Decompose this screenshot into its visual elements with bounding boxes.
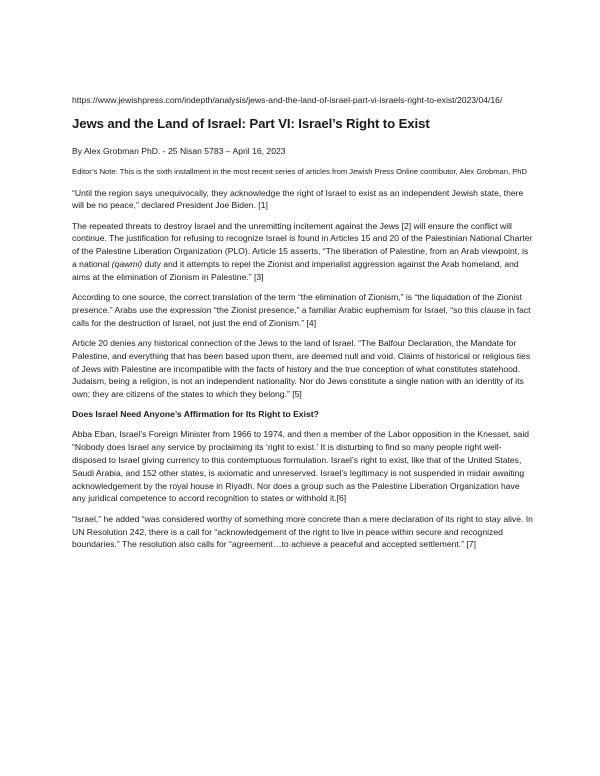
- paragraph-1: “Until the region says unequivocally, they acknowledge the right of Israel to exist as an independent Jewish state, there will be no peace,” declared President Joe Biden. [1]: [72, 187, 524, 211]
- paragraph-2-italic-term: (qawmi): [111, 258, 143, 269]
- document-page: [72, 94, 534, 559]
- byline: By Alex Grobman PhD. - 25 Nisan 5783 – April 16, 2023: [72, 146, 286, 156]
- paragraph-6: “Israel,” he added “was considered worthy of something more concrete than a mere declaration of its right to stay alive. In UN Resolution 242, there is a call for “acknowledgement of the right to live in peace within secure and recognized boundaries.” The resolution also calls for “agreement…to achieve a peaceful and accepted settlement.” [7]: [72, 513, 533, 550]
- paragraph-2-text-a: The repeated threats to destroy Israel and the unremitting incitement against the Jews [2] will ensure the conflict will continue. The justification for refusing to recognize Israel is found in Articles 15 and 20 of the Palestinian National Charter of the Palestine Liberation Organization (PLO). Article 15 asserts, “The liberation of Palestine, from an Arab viewpoint, is a national: [72, 220, 533, 269]
- paragraph-2: [72, 220, 534, 284]
- paragraph-2-text-b: duty and it attempts to repel the Zionist and imperialist aggression against the Arab homeland, and aims at the elimination of Zionism in Palestine.” [3]: [72, 258, 519, 282]
- section-heading: Does Israel Need Anyone’s Affirmation for Its Right to Exist?: [72, 409, 319, 420]
- article-title: Jews and the Land of Israel: Part VI: Israel’s Right to Exist: [72, 116, 430, 131]
- paragraph-5: Abba Eban, Israel’s Foreign Minister from 1966 to 1974, and then a member of the Labor opposition in the Knesset, said “Nobody does Israel any service by proclaiming its ‘right to exist.’ It is disturbing to find so many people right well-disposed to Israel giving currency to this contemptuous formulation. Israel’s right to exist, like that of the United States, Saudi Arabia, and 152 other states, is axiomatic and unreserved. Israel’s legitimacy is not suspended in midair awaiting acknowledgement by the royal house in Riyadh. Nor does a group such as the Palestine Liberation Organization have any juridical competence to accord recognition to states or withhold it.[6]: [72, 429, 530, 504]
- paragraph-3: According to one source, the correct translation of the term “the elimination of Zionism,” is “the liquidation of the Zionist presence.” Arabs use the expression “the Zionist presence,” a familiar Arabic euphemism for Israel, “so this clause in fact calls for the destruction of Israel, not just the end of Zionism.” [4]: [72, 292, 531, 328]
- editor-note: Editor’s Note: This is the sixth installment in the most recent series of articles from Jewish Press Online contributor, Alex Grobman, PhD: [72, 167, 527, 176]
- source-url: https://www.jewishpress.com/indepth/analysis/jews-and-the-land-of-israel-part-vi-israels-right-to-exist/2023/04/16/: [72, 95, 503, 105]
- paragraph-4: Article 20 denies any historical connection of the Jews to the land of Israel. “The Balfour Declaration, the Mandate for Palestine, and everything that has been based upon them, are deemed null and void. Claims of historical or religious ties of Jews with Palestine are incompatible with the facts of history and the true conception of what constitutes statehood. Judaism, being a religion, is not an independent nationality. Nor do Jews constitute a single nation with an identity of its own; they are citizens of the states to which they belong.” [5]: [72, 337, 531, 400]
